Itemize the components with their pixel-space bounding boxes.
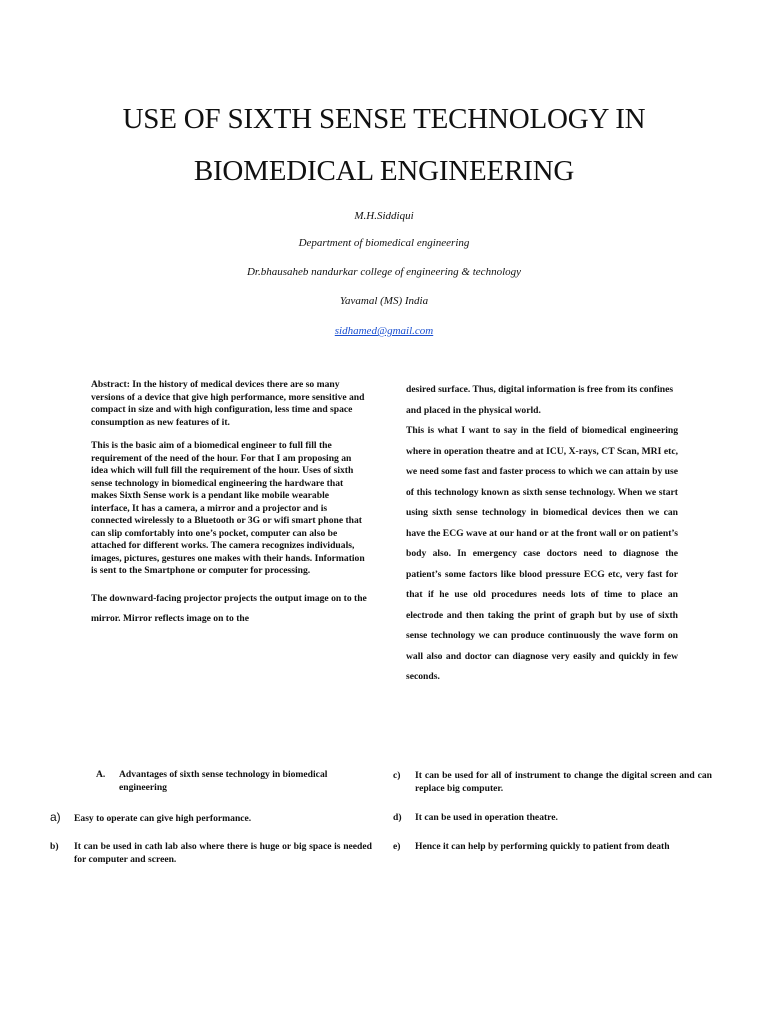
paper-title-line-2: BIOMEDICAL ENGINEERING [193, 155, 575, 187]
list-marker: e) [393, 841, 401, 852]
list-marker: a) [50, 810, 61, 824]
body-paragraph: This is what I want to say in the field of biomedical engineering where in operation theatre and at ICU, X-rays, CT Scan, MRI etc, we need some fast and faster process to which we can attain by use of this technology known as sixth sense technology. When we start using sixth sense technology in biomedical devices then we can have the ECG wave at our hand or at the front wall or on patient’s body also. In emergency case doctors need to diagnose the patient’s some factors like blood pressure ECG etc, very fast for that if he use old procedures needs lots of time to place an electrode and then taking the print of graph but by use of sixth sense technology we can produce continuously the wave form on wall also and doctor can diagnose very easily and quickly in few seconds. [406, 425, 678, 682]
body-paragraph: desired surface. Thus, digital information is free from its confines and placed in the physical world. [406, 384, 674, 416]
left-column [91, 379, 369, 640]
author-department: Department of biomedical engineering [298, 237, 470, 249]
paper-title-line-1: USE OF SIXTH SENSE TECHNOLOGY IN [122, 103, 646, 135]
author-name: M.H.Siddiqui [354, 210, 414, 222]
list-item-text: It can be used in operation theatre. [415, 812, 558, 823]
list-marker: b) [50, 841, 59, 852]
list-item-text: It can be used for all of instrument to change the digital screen and can replace big computer. [415, 770, 712, 794]
section-heading-text: Advantages of sixth sense technology in biomedical engineering [119, 769, 328, 793]
author-college: Dr.bhausaheb nandurkar college of engineering & technology [246, 266, 522, 278]
abstract-paragraph: Abstract: In the history of medical devices there are so many versions of a device that give high performance, more sensitive and compact in size and with high configuration, less time and space consumption as new features of it. [91, 379, 365, 428]
right-column [406, 380, 678, 688]
list-marker: d) [393, 812, 402, 823]
author-email-link[interactable]: sidhamed@gmail.com [334, 325, 434, 337]
list-item-text: Easy to operate can give high performance. [74, 813, 252, 824]
list-marker: c) [393, 770, 401, 781]
list-marker: A. [96, 769, 106, 780]
list-item-text: Hence it can help by performing quickly to patient from death [415, 841, 670, 852]
body-paragraph: The downward-facing projector projects the output image on to the mirror. Mirror reflects image on to the [91, 592, 367, 624]
list-item-text: It can be used in cath lab also where there is huge or big space is needed for computer and screen. [74, 841, 372, 865]
author-location: Yavamal (MS) India [339, 295, 429, 307]
body-paragraph: This is the basic aim of a biomedical engineer to full fill the requirement of the need of the hour. For that I am proposing an idea which will full fill the requirement of the hour. Uses of sixth sense technology in biomedical engineering the hardware that makes Sixth Sense work is a pendant like mobile wearable interface, It has a camera, a mirror and a projector and is connected wirelessly to a Bluetooth or 3G or wifi smart phone that can slip comfortably into one’s pocket, computer can also be attached for different works. The camera recognizes individuals, images, pictures, gestures one makes with their hands. Information is sent to the Smartphone or computer for processing. [91, 440, 365, 576]
